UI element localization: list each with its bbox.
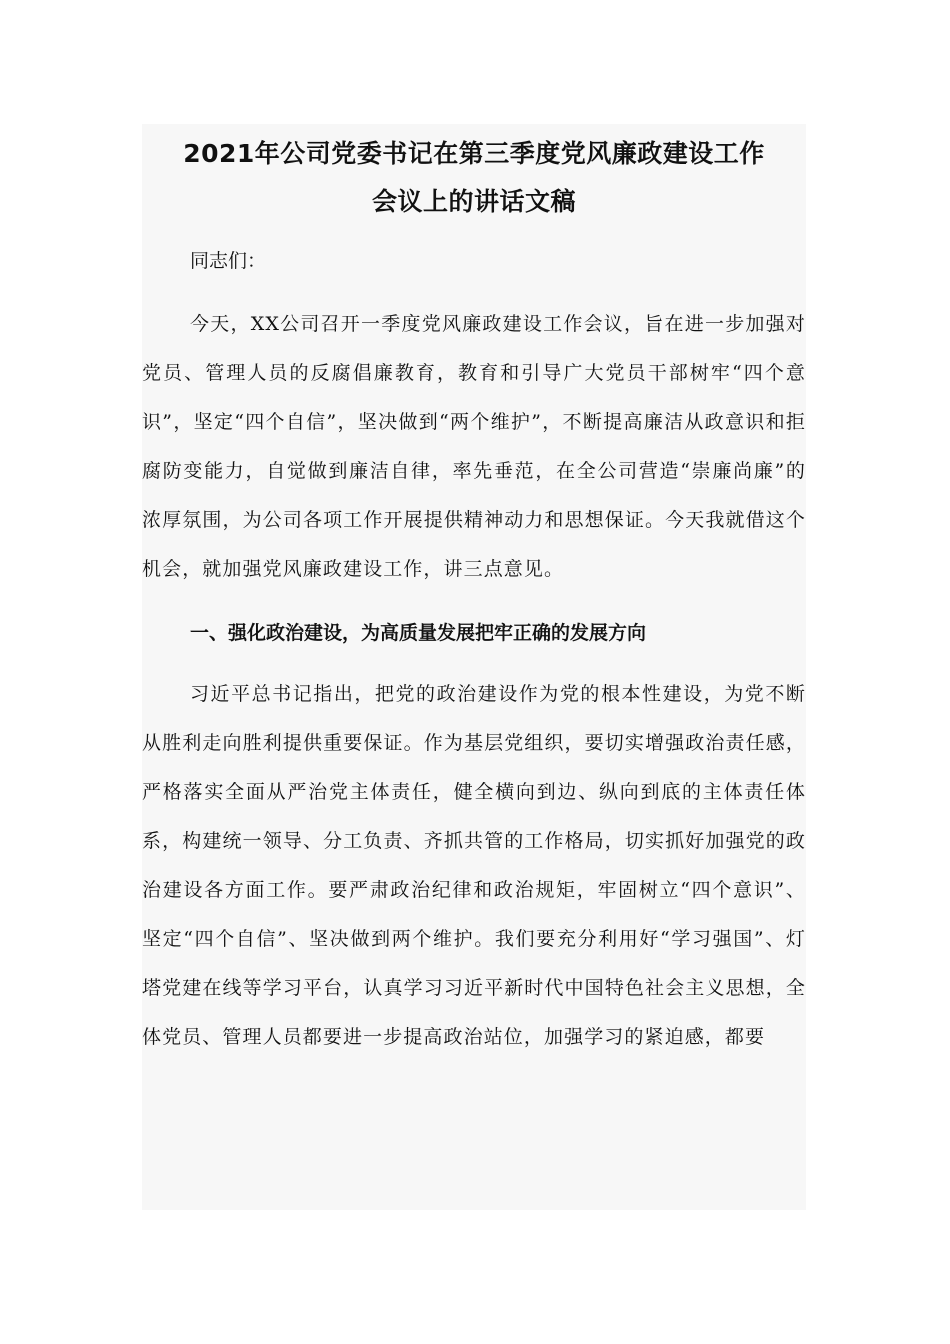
document-title: [142, 124, 806, 226]
document-page: [142, 124, 806, 1210]
title-line-1: 2021年公司党委书记在第三季度党风廉政建设工作: [183, 139, 765, 168]
section-heading-1: 一、强化政治建设，为高质量发展把牢正确的发展方向: [190, 622, 647, 644]
salutation: 同志们：: [190, 250, 267, 272]
paragraph-intro: 今天，XX公司召开一季度党风廉政建设工作会议，旨在进一步加强对党员、管理人员的反腐倡廉教育，教育和引导广大党员干部树牢“四个意识”，坚定“四个自信”，坚决做到“两个维护”，不断提高廉洁从政意识和拒腐防变能力，自觉做到廉洁自律，率先垂范，在全公司营造“崇廉尚廉”的浓厚氛围，为公司各项工作开展提供精神动力和思想保证。今天我就借这个机会，就加强党风廉政建设工作，讲三点意见。: [142, 313, 806, 580]
title-line-2: 会议上的讲话文稿: [371, 187, 576, 216]
paragraph-section-1: 习近平总书记指出，把党的政治建设作为党的根本性建设，为党不断从胜利走向胜利提供重要保证。作为基层党组织，要切实增强政治责任感，严格落实全面从严治党主体责任，健全横向到边、纵向到底的主体责任体系，构建统一领导、分工负责、齐抓共管的工作格局，切实抓好加强党的政治建设各方面工作。要严肃政治纪律和政治规矩，牢固树立“四个意识”、坚定“四个自信”、坚决做到两个维护。我们要充分利用好“学习强国”、灯塔党建在线等学习平台，认真学习习近平新时代中国特色社会主义思想，全体党员、管理人员都要进一步提高政治站位，加强学习的紧迫感，都要: [142, 683, 806, 1048]
